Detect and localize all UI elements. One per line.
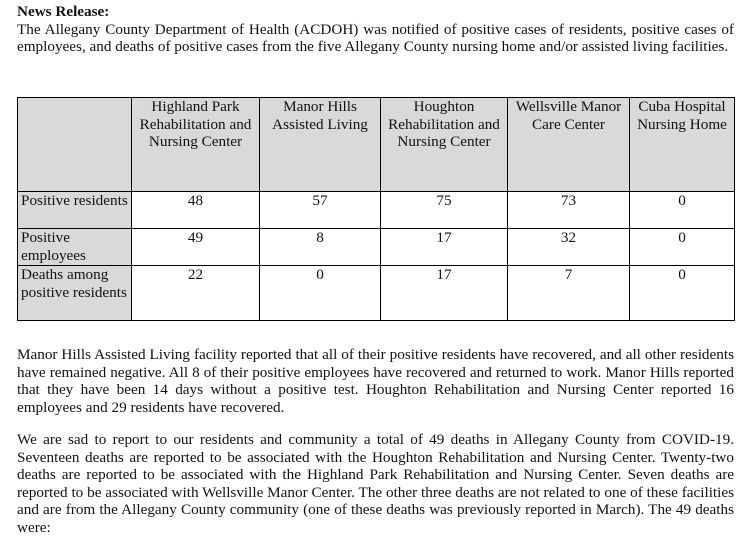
column-header: Manor Hills Assisted Living xyxy=(260,98,381,192)
news-header xyxy=(17,3,734,56)
table-cell: 0 xyxy=(630,192,735,229)
row-label: Deaths among positive residents xyxy=(18,266,132,321)
table-row xyxy=(18,229,735,266)
table-cell: 7 xyxy=(508,266,630,321)
table-cell: 48 xyxy=(132,192,260,229)
table-cell: 73 xyxy=(508,192,630,229)
column-header: Highland Park Rehabilitation and Nursing Center xyxy=(132,98,260,192)
intro-paragraph: The Allegany County Department of Health (ACDOH) was notified of positive cases of residents, positive cases of employees, and deaths of positive cases from the five Allegany County nursing home and/or assisted living facilities. xyxy=(17,20,734,56)
deaths-paragraph: We are sad to report to our residents and community a total of 49 deaths in Allegany County from COVID-19. Seventeen deaths are reported to be associated with the Houghton Rehabilitation and Nursing Center. Twenty-two deaths are reported to be associated with the Highland Park Rehabilitation and Nursing Center. Seven deaths are reported to be associated with Wellsville Manor Center. The other three deaths are not related to one of these facilities and are from the Allegany County community (one of these deaths was previously reported in March). The 49 deaths were: xyxy=(17,431,734,536)
row-label: Positive residents xyxy=(18,192,132,229)
table-row xyxy=(18,266,735,321)
corner-cell xyxy=(18,98,132,192)
facility-cases-table xyxy=(17,97,735,321)
table-cell: 57 xyxy=(260,192,381,229)
table-header-row xyxy=(18,98,735,192)
column-header: Houghton Rehabilitation and Nursing Center xyxy=(381,98,508,192)
table-cell: 22 xyxy=(132,266,260,321)
table-row xyxy=(18,192,735,229)
column-header: Wellsville Manor Care Center xyxy=(508,98,630,192)
table-cell: 0 xyxy=(260,266,381,321)
table-cell: 0 xyxy=(630,266,735,321)
table-cell: 32 xyxy=(508,229,630,266)
table-cell: 0 xyxy=(630,229,735,266)
recovery-paragraph: Manor Hills Assisted Living facility reported that all of their positive residents have recovered, and all other residents have remained negative. All 8 of their positive employees have recovered and returned to work. Manor Hills reported that they have been 14 days without a positive test. Houghton Rehabilitation and Nursing Center reported 16 employees and 29 residents have recovered. xyxy=(17,346,734,416)
table-cell: 17 xyxy=(381,266,508,321)
table-cell: 17 xyxy=(381,229,508,266)
news-release-title: News Release: xyxy=(17,3,110,20)
table-cell: 8 xyxy=(260,229,381,266)
table-cell: 75 xyxy=(381,192,508,229)
table-cell: 49 xyxy=(132,229,260,266)
row-label: Positive employees xyxy=(18,229,132,266)
column-header: Cuba Hospital Nursing Home xyxy=(630,98,735,192)
